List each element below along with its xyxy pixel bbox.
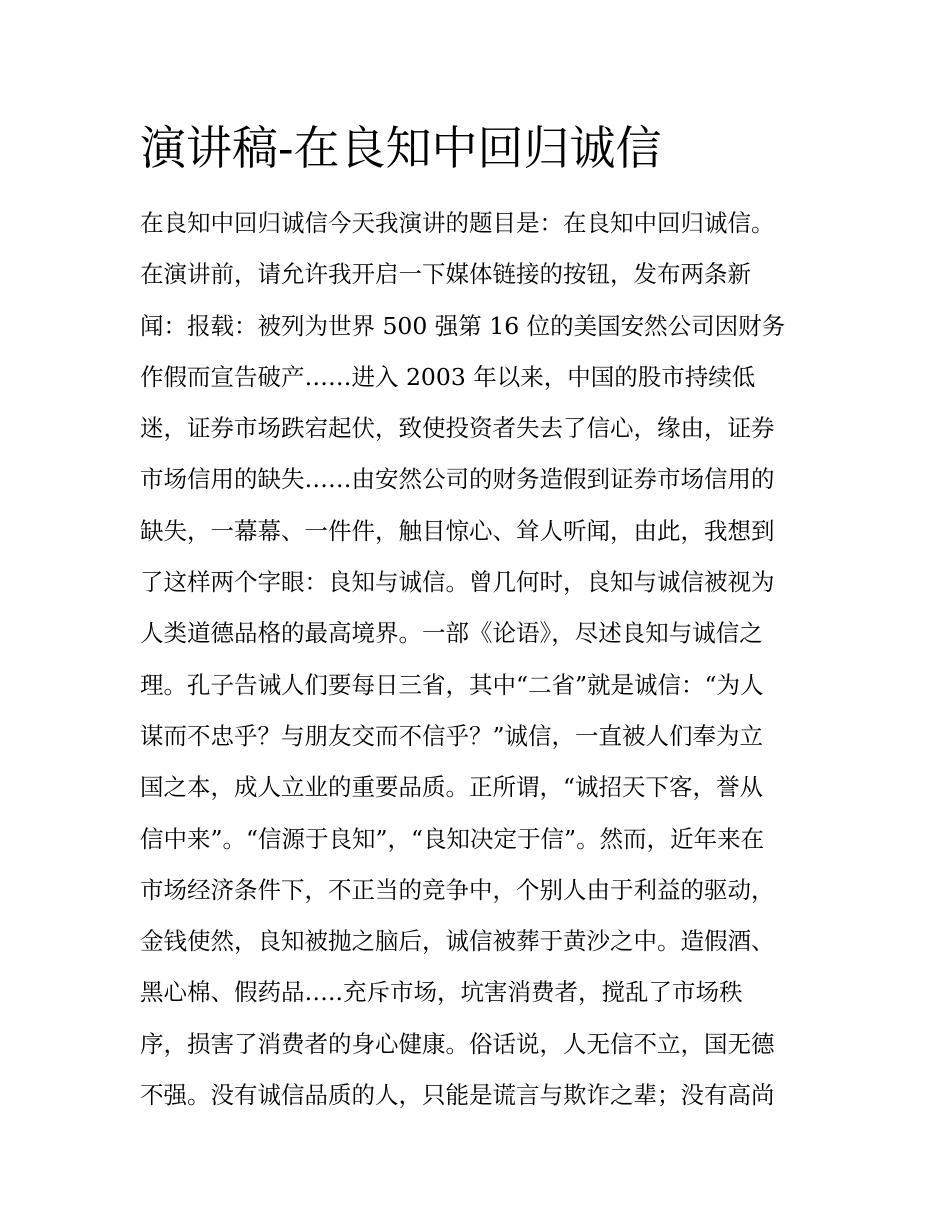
- body-line: 市场经济条件下，不正当的竞争中，个别人由于利益的驱动，: [140, 875, 775, 904]
- body-line: 闻：报载：被列为世界 500 强第 16 位的美国安然公司因财务: [140, 311, 786, 340]
- document-title: 演讲稿-在良知中回归诚信: [140, 121, 662, 175]
- body-line: 了这样两个字眼：良知与诚信。曾几何时，良知与诚信被视为: [140, 568, 775, 597]
- body-line: 迷，证券市场跌宕起伏，致使投资者失去了信心，缘由，证券: [140, 414, 775, 443]
- body-line: 市场信用的缺失……由安然公司的财务造假到证券市场信用的: [140, 465, 775, 494]
- body-line: 黑心棉、假药品…..充斥市场，坑害消费者，搅乱了市场秩: [140, 978, 743, 1007]
- body-line: 理。孔子告诫人们要每日三省，其中“二省”就是诚信：“为人: [140, 670, 764, 699]
- body-line: 谋而不忠乎？与朋友交而不信乎？”诚信，一直被人们奉为立: [140, 721, 764, 750]
- body-line: 不强。没有诚信品质的人，只能是谎言与欺诈之辈；没有高尚: [140, 1081, 775, 1110]
- body-line: 缺失，一幕幕、一件件，触目惊心、耸人听闻，由此，我想到: [140, 516, 775, 545]
- body-line: 在良知中回归诚信今天我演讲的题目是：在良知中回归诚信。: [140, 209, 775, 237]
- document-body: [140, 200, 820, 1123]
- body-line: 金钱使然，良知被抛之脑后，诚信被葬于黄沙之中。造假酒、: [140, 927, 775, 956]
- body-line: 国之本，成人立业的重要品质。正所谓，“诚招天下客，誉从: [140, 773, 764, 802]
- body-line: 序，损害了消费者的身心健康。俗话说，人无信不立，国无德: [140, 1029, 775, 1058]
- body-line: 信中来”。“信源于良知”，“良知决定于信”。然而，近年来在: [140, 824, 765, 853]
- body-line: 作假而宣告破产……进入 2003 年以来，中国的股市持续低: [140, 362, 756, 391]
- body-line: 在演讲前，请允许我开启一下媒体链接的按钮，发布两条新: [140, 260, 751, 289]
- body-line: 人类道德品格的最高境界。一部《论语》，尽述良知与诚信之: [140, 619, 763, 648]
